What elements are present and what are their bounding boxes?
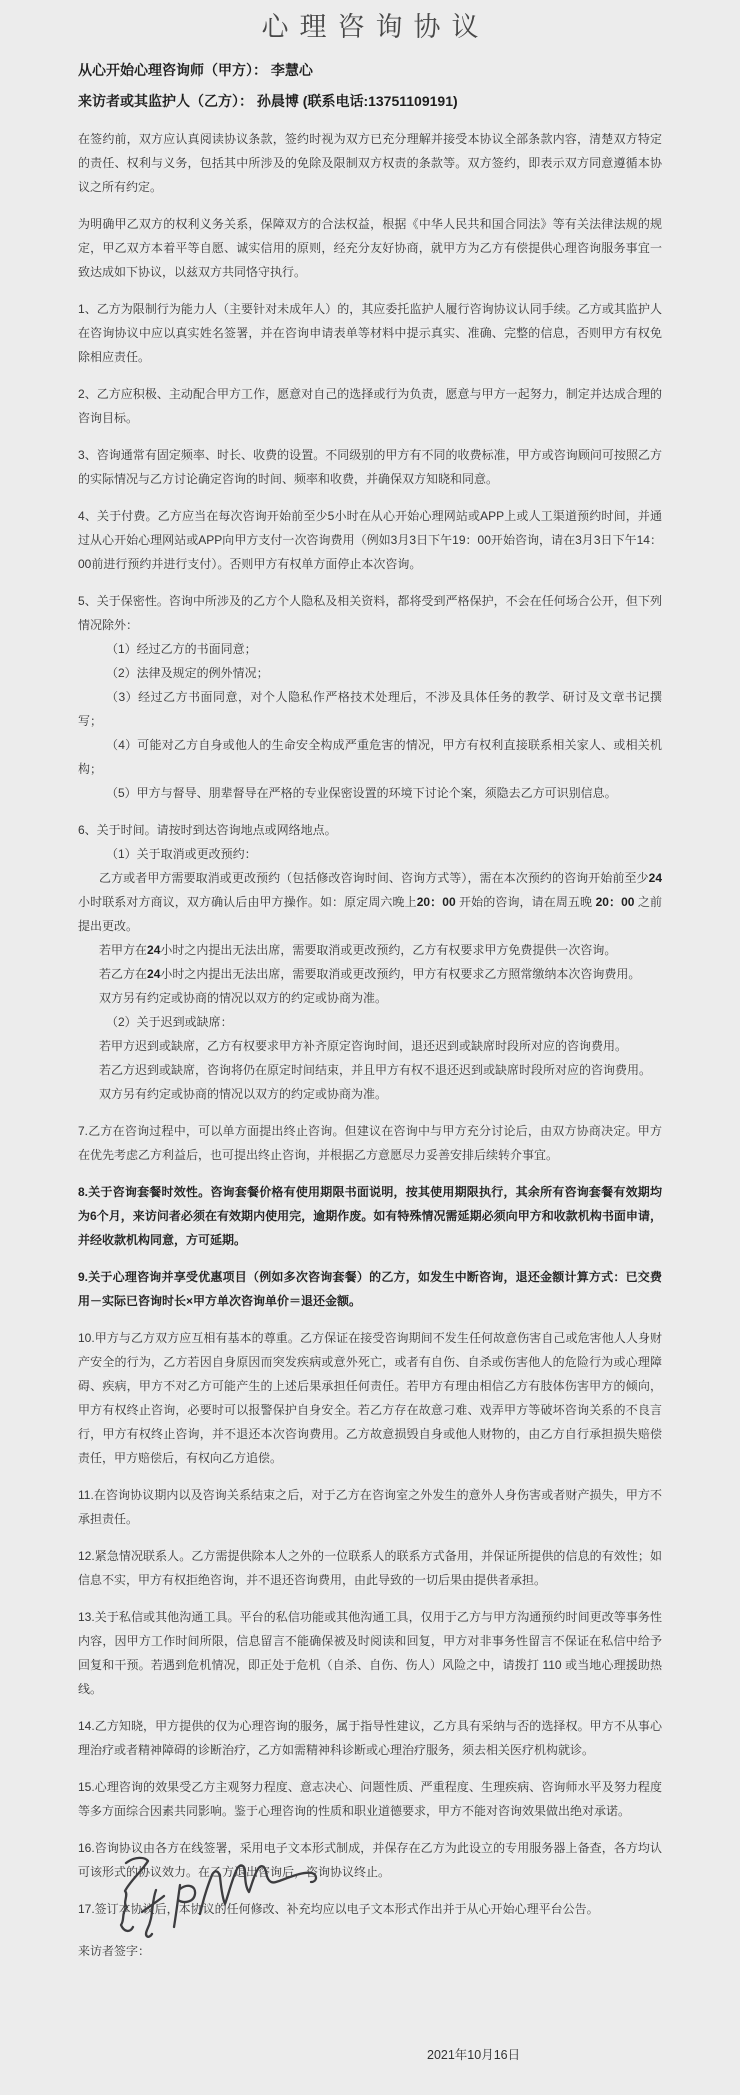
party-b-cancel-line: 若乙方在24小时之内提出无法出席，需要取消或更改预约，甲方有权要求乙方照常缴纳本次咨询费用。 xyxy=(99,967,641,981)
section-9: 9.关于心理咨询并享受优惠项目（例如多次咨询套餐）的乙方，如发生中断咨询，退还金额计算方式：已交费用－实际已咨询时长×甲方单次咨询单价＝退还金额。 xyxy=(78,1270,662,1308)
cancel-policy-paragraph: 乙方或者甲方需要取消或更改预约（包括修改咨询时间、咨询方式等），需在本次预约的咨询开始前至少24小时联系对方商议，双方确认后由甲方操作。如：原定周六晚上20：00 开始的咨询，请在周五晚 20：00 之前提出更改。 xyxy=(78,871,662,933)
signature-scribble xyxy=(116,1848,328,1942)
page-title: 心理咨询协议 xyxy=(261,12,490,42)
confidentiality-item-2: （2）法律及规定的例外情况； xyxy=(106,666,269,680)
section-2: 2、乙方应积极、主动配合甲方工作，愿意对自己的选择或行为负责，愿意与甲方一起努力，制定并达成合理的咨询目标。 xyxy=(78,387,662,425)
section-5-lead: 5、关于保密性。咨询中所涉及的乙方个人隐私及相关资料，都将受到严格保护，不会在任何场合公开，但下列情况除外： xyxy=(78,594,662,632)
confidentiality-item-3: （3）经过乙方书面同意，对个人隐私作严格技术处理后，不涉及具体任务的教学、研讨及文章书记撰写； xyxy=(78,690,662,728)
section-17: 17.签订本协议后，本协议的任何修改、补充均应以电子文本形式作出并于从心开始心理平台公告。 xyxy=(78,1902,599,1916)
section-12: 12.紧急情况联系人。乙方需提供除本人之外的一位联系人的联系方式备用，并保证所提供的信息的有效性；如信息不实，甲方有权拒绝咨询，并不退还咨询费用，由此导致的一切后果由提供者承担。 xyxy=(78,1549,662,1587)
section-16: 16.咨询协议由各方在线签署，采用电子文本形式制成，并保存在乙方为此设立的专用服务器上备查，各方均认可该形式的协议效力。在乙方退出咨询后，咨询协议终止。 xyxy=(78,1841,662,1879)
mutual-agreement-note-1: 双方另有约定或协商的情况以双方的约定或协商为准。 xyxy=(99,991,388,1005)
signature-stroke xyxy=(200,1865,316,1914)
section-15: 15.心理咨询的效果受乙方主观努力程度、意志决心、问题性质、严重程度、生理疾病、咨询师水平及努力程度等多方面综合因素共同影响。鉴于心理咨询的性质和职业道德要求，甲方不能对咨询效果做出绝对承诺。 xyxy=(78,1780,662,1818)
section-5 xyxy=(78,589,662,805)
time-sub-title-2: （2）关于迟到或缺席： xyxy=(106,1015,233,1029)
section-3: 3、咨询通常有固定频率、时长、收费的设置。不同级别的甲方有不同的收费标准，甲方或咨询顾问可按照乙方的实际情况与乙方讨论确定咨询的时间、频率和收费，并确保双方知晓和同意。 xyxy=(78,448,662,486)
section-13: 13.关于私信或其他沟通工具。平台的私信功能或其他沟通工具，仅用于乙方与甲方沟通预约时间更改等事务性内容，因甲方工作时间所限，信息留言不能确保被及时阅读和回复，甲方对非事务性留言不保证在私信中给予回复和干预。若遇到危机情况，即正处于危机（自杀、自伤、伤人）风险之中，请拨打 110 或当地心理援助热线。 xyxy=(78,1610,662,1696)
section-7: 7.乙方在咨询过程中，可以单方面提出终止咨询。但建议在咨询中与甲方充分讨论后，由双方协商决定。甲方在优先考虑乙方利益后，也可提出终止咨询，并根据乙方意愿尽力妥善安排后续转介事宜。 xyxy=(78,1124,662,1162)
party-b-line: 来访者或其监护人（乙方）： 孙晨博 (联系电话:13751109191) xyxy=(78,93,458,109)
section-4: 4、关于付费。乙方应当在每次咨询开始前至少5小时在从心开始心理网站或APP上或人工渠道预约时间，并通过从心开始心理网站或APP向甲方支付一次咨询费用（例如3月3日下午19：00开始咨询，请在3月3日下午14：00前进行预约并进行支付）。否则甲方有权单方面停止本次咨询。 xyxy=(78,509,662,571)
signature-stroke xyxy=(142,1890,164,1937)
section-8: 8.关于咨询套餐时效性。咨询套餐价格有使用期限书面说明，按其使用期限执行，其余所有咨询套餐有效期均为6个月，来访问者必须在有效期内使用完，逾期作废。如有特殊情况需延期必须向甲方和收款机构书面申请，并经收款机构同意，方可延期。 xyxy=(78,1185,662,1247)
signature-stroke xyxy=(121,1858,148,1931)
section-11: 11.在咨询协议期内以及咨询关系结束之后，对于乙方在咨询室之外发生的意外人身伤害或者财产损失，甲方不承担责任。 xyxy=(78,1488,662,1526)
late-party-b-line: 若乙方迟到或缺席，咨询将仍在原定时间结束，并且甲方有权不退还迟到或缺席时段所对应的咨询费用。 xyxy=(99,1063,652,1077)
confidentiality-item-1: （1）经过乙方的书面同意； xyxy=(106,642,257,656)
document-date: 2021年10月16日 xyxy=(427,2048,521,2062)
confidentiality-item-4: （4）可能对乙方自身或他人的生命安全构成严重危害的情况，甲方有权利直接联系相关家人、或相关机构； xyxy=(78,738,662,776)
party-a-line: 从心开始心理咨询师（甲方）： 李慧心 xyxy=(78,62,313,78)
section-6-lead: 6、关于时间。请按时到达咨询地点或网络地点。 xyxy=(78,823,337,837)
intro-paragraph-1: 在签约前，双方应认真阅读协议条款，签约时视为双方已充分理解并接受本协议全部条款内容，清楚双方特定的责任、权利与义务，包括其中所涉及的免除及限制双方权责的条款等。双方签约，即表示双方同意遵循本协议之所有约定。 xyxy=(78,132,662,194)
section-14: 14.乙方知晓，甲方提供的仅为心理咨询的服务，属于指导性建议，乙方具有采纳与否的选择权。甲方不从事心理治疗或者精神障碍的诊断治疗，乙方如需精神科诊断或心理治疗服务，须去相关医疗机构就诊。 xyxy=(78,1719,662,1757)
mutual-agreement-note-2: 双方另有约定或协商的情况以双方的约定或协商为准。 xyxy=(99,1087,388,1101)
confidentiality-item-5: （5）甲方与督导、朋辈督导在严格的专业保密设置的环境下讨论个案，须隐去乙方可识别信息。 xyxy=(106,786,617,800)
time-sub-title-1: （1）关于取消或更改预约： xyxy=(106,847,257,861)
section-10: 10.甲方与乙方双方应互相有基本的尊重。乙方保证在接受咨询期间不发生任何故意伤害自己或危害他人人身财产安全的行为，乙方若因自身原因而突发疾病或意外死亡，或者有自伤、自杀或伤害他人的危险行为或心理障碍、疾病，甲方不对乙方可能产生的上述后果承担任何责任。若甲方有理由相信乙方有肢体伤害甲方的倾向，甲方有权终止咨询，必要时可以报警保护自身安全。若乙方存在故意刁难、戏弄甲方等破坏咨询关系的不良言行，甲方有权终止咨询，并不退还本次咨询费用。乙方故意损毁自身或他人财物的，由乙方自行承担损失赔偿责任，甲方赔偿后，有权向乙方追偿。 xyxy=(78,1331,662,1465)
section-1: 1、乙方为限制行为能力人（主要针对未成年人）的，其应委托监护人履行咨询协议认同手续。乙方或其监护人在咨询协议中应以真实姓名签署，并在咨询申请表单等材料中提示真实、准确、完整的信息，否则甲方有权免除相应责任。 xyxy=(78,302,662,364)
handwritten-signature xyxy=(116,1848,328,1942)
section-6 xyxy=(78,818,662,1106)
party-a-cancel-line: 若甲方在24小时之内提出无法出席，需要取消或更改预约，乙方有权要求甲方免费提供一次咨询。 xyxy=(99,943,617,957)
intro-paragraph-2: 为明确甲乙双方的权利义务关系，保障双方的合法权益，根据《中华人民共和国合同法》等有关法律法规的规定，甲乙双方本着平等自愿、诚实信用的原则，经充分友好协商，就甲方为乙方有偿提供心理咨询服务事宜一致达成如下协议，以兹双方共同恪守执行。 xyxy=(78,217,662,279)
signature-stroke xyxy=(174,1885,195,1927)
late-party-a-line: 若甲方迟到或缺席，乙方有权要求甲方补齐原定咨询时间，退还迟到或缺席时段所对应的咨询费用。 xyxy=(99,1039,628,1053)
visitor-signature-label: 来访者签字： xyxy=(78,1944,151,1958)
